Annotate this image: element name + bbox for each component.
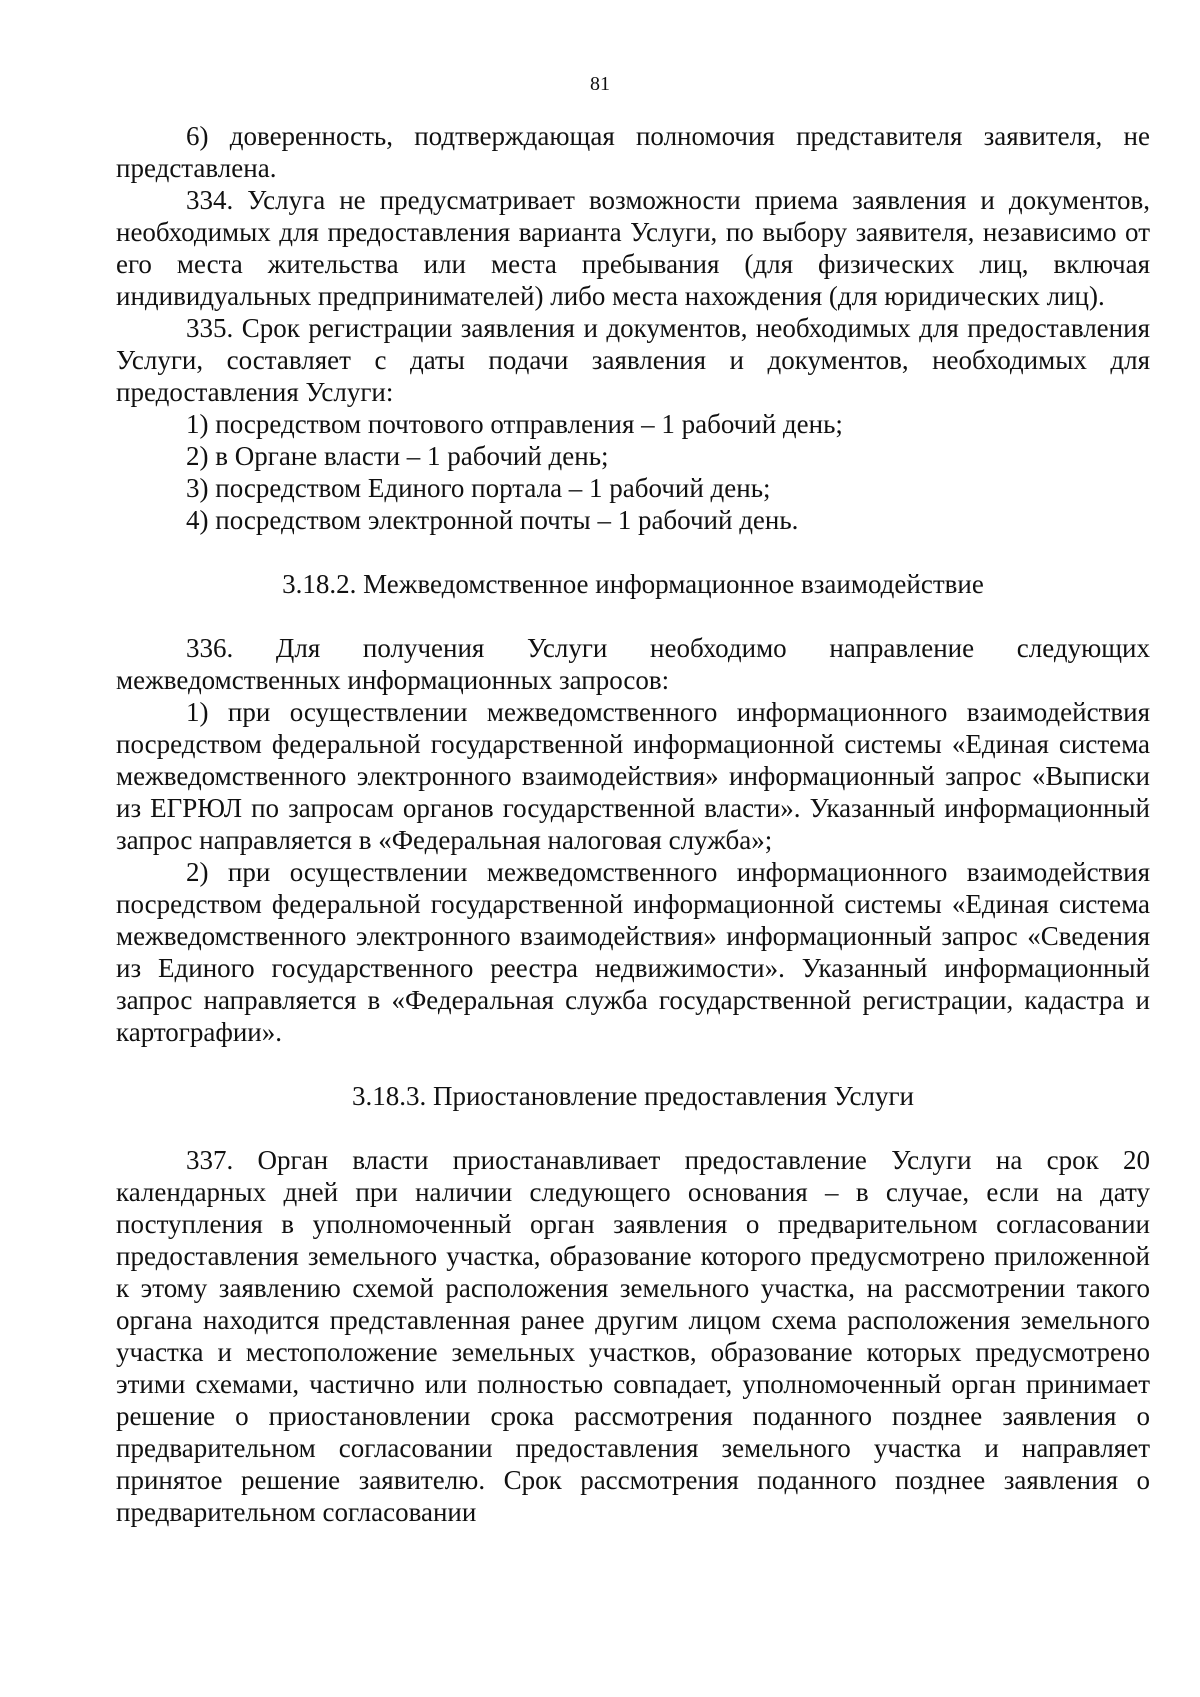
- paragraph-336: 336. Для получения Услуги необходимо направление следующих межведомственных информационных запросов:: [116, 633, 1150, 695]
- section-heading-3-18-2: 3.18.2. Межведомственное информационное взаимодействие: [282, 569, 984, 599]
- document-body: [116, 120, 1150, 1528]
- list-item: 3) посредством Единого портала – 1 рабочий день;: [186, 473, 771, 503]
- paragraph-337: 337. Орган власти приостанавливает предоставление Услуги на срок 20 календарных дней при наличии следующего основания – в случае, если на дату поступления в уполномоченный орган заявления о предварительном согласовании предоставления земельного участка, образование которого предусмотрено приложенной к этому заявлению схемой расположения земельного участка, на рассмотрении такого органа находится представленная ранее другим лицом схема расположения земельного участка и местоположение земельных участков, образование которых предусмотрено этими схемами, частично или полностью совпадает, уполномоченный орган принимает решение о приостановлении срока рассмотрения поданного позднее заявления о предварительном согласовании предоставления земельного участка и направляет принятое решение заявителю. Срок рассмотрения поданного позднее заявления о предварительном согласовании: [116, 1145, 1150, 1527]
- section-heading-3-18-3: 3.18.3. Приостановление предоставления Услуги: [351, 1081, 914, 1111]
- section-spacer: [116, 600, 1150, 632]
- list-item: 1) посредством почтового отправления – 1 рабочий день;: [186, 409, 843, 439]
- section-spacer: [116, 1112, 1150, 1144]
- paragraph-336-1: 1) при осуществлении межведомственного информационного взаимодействия посредством федеральной государственной информационной системы «Единая система межведомственного электронного взаимодействия» информационный запрос «Выписки из ЕГРЮЛ по запросам органов государственной власти». Указанный информационный запрос направляется в «Федеральная налоговая служба»;: [116, 697, 1150, 855]
- section-spacer: [116, 1048, 1150, 1080]
- paragraph-336-2: 2) при осуществлении межведомственного информационного взаимодействия посредством федеральной государственной информационной системы «Единая система межведомственного электронного взаимодействия» информационный запрос «Сведения из Единого государственного реестра недвижимости». Указанный информационный запрос направляется в «Федеральная служба государственной регистрации, кадастра и картографии».: [116, 857, 1150, 1047]
- paragraph-334: 334. Услуга не предусматривает возможности приема заявления и документов, необходимых для предоставления варианта Услуги, по выбору заявителя, независимо от его места жительства или места пребывания (для физических лиц, включая индивидуальных предпринимателей) либо места нахождения (для юридических лиц).: [116, 185, 1150, 311]
- page-number: 81: [590, 73, 610, 95]
- section-spacer: [116, 536, 1150, 568]
- paragraph-6-power-of-attorney: 6) доверенность, подтверждающая полномочия представителя заявителя, не представлена.: [116, 121, 1150, 183]
- list-item: 2) в Органе власти – 1 рабочий день;: [186, 441, 609, 471]
- paragraph-335: 335. Срок регистрации заявления и документов, необходимых для предоставления Услуги, составляет с даты подачи заявления и документов, необходимых для предоставления Услуги:: [116, 313, 1150, 407]
- list-item: 4) посредством электронной почты – 1 рабочий день.: [186, 505, 799, 535]
